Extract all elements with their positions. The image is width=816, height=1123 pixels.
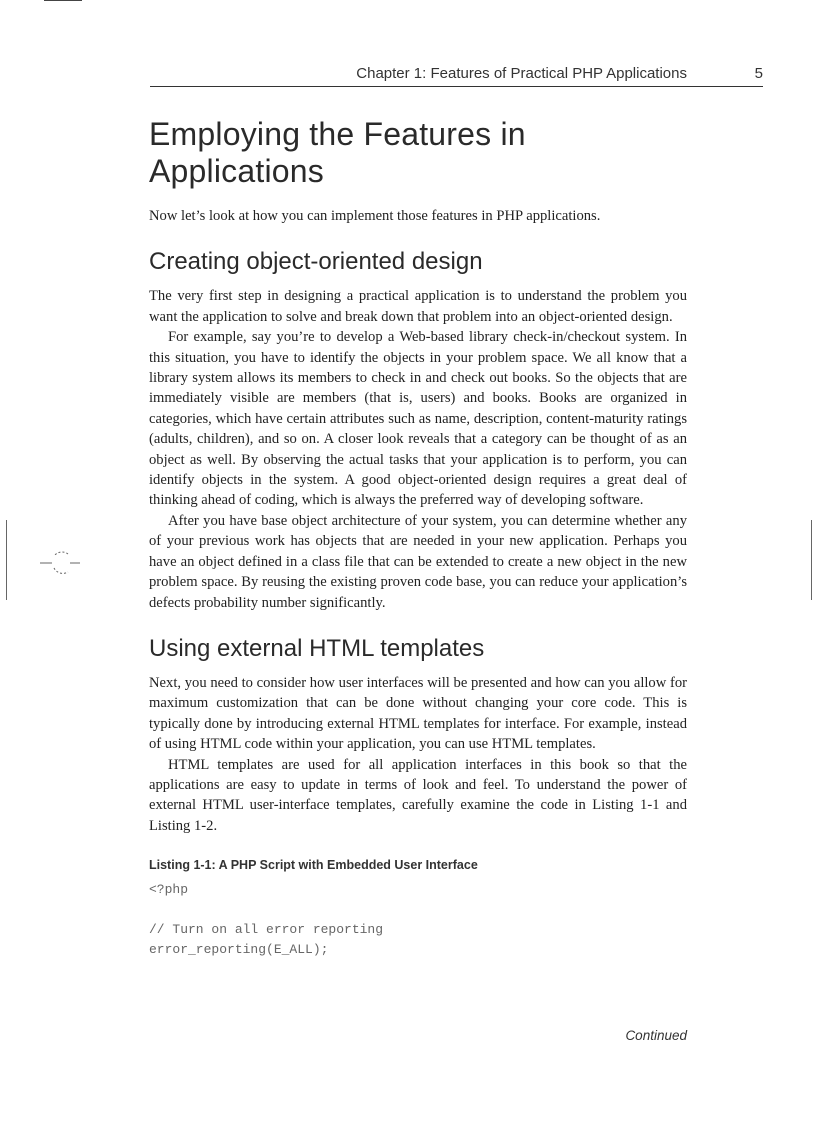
running-head-title: Chapter 1: Features of Practical PHP Applications: [356, 65, 687, 82]
paragraph: HTML templates are used for all application interfaces in this book so that the applications are easy to update in terms of look and feel. To understand the power of external HTML user-interface templates, carefully examine the code in Listing 1-1 and Listing 1-2.: [149, 756, 687, 834]
margin-mark: [811, 520, 812, 600]
code-listing: [149, 880, 687, 960]
margin-mark: [6, 520, 7, 600]
paragraph: For example, say you’re to develop a Web-based library check-in/checkout system. In this situation, you have to identify the objects in your problem space. We all know that a library system allows its members to check in and check out books. So the objects that are immediately visible are members (that is, users) and books. Books are organized in categories, which have certain attributes such as name, description, content-maturity ratings (adults, children), and so on. A closer look reveals that a category can be thought of as an object as well. By observing the actual tasks that your application is to perform, you can identify objects in the system. A good object-oriented design requires a great deal of thinking ahead of coding, which is always the preferred way of developing software.: [149, 329, 687, 509]
paragraph: The very first step in designing a practical application is to understand the problem you want the application to solve and break down that problem into an object-oriented design.: [149, 288, 687, 325]
listing-caption: Listing 1-1: A PHP Script with Embedded User Interface: [149, 858, 478, 873]
paragraph: Next, you need to consider how user interfaces will be presented and how can you allow for maximum customization that can be done without changing your core code. This is typically done by introducing external HTML templates for interface. For example, instead of using HTML code within your application, you can use HTML templates.: [149, 674, 687, 753]
running-head: [150, 64, 763, 87]
page-body: [149, 116, 687, 960]
code-line: [149, 900, 687, 920]
subsection-heading-templates: Using external HTML templates: [149, 634, 485, 662]
code-line: <?php: [149, 882, 189, 898]
section-heading: Employing the Features in Applications: [149, 116, 526, 189]
paragraph: After you have base object architecture of your system, you can determine whether any of your previous work has objects that are needed in your new application. Perhaps you have an object defined in a class file that can be extended to create a new object in the new problem space. By reusing the existing proven code base, you can reduce your application’s defects probability number significantly.: [149, 512, 687, 611]
registration-mark-icon: [40, 548, 84, 578]
code-line: // Turn on all error reporting: [149, 922, 384, 938]
continued-label: Continued: [625, 1028, 687, 1043]
subsection-heading-oo-design: Creating object-oriented design: [149, 248, 483, 276]
code-line: error_reporting(E_ALL);: [149, 942, 329, 958]
section-intro: Now let’s look at how you can implement those features in PHP applications.: [149, 208, 601, 224]
page-number: 5: [754, 65, 763, 82]
crop-mark: [44, 0, 82, 1]
